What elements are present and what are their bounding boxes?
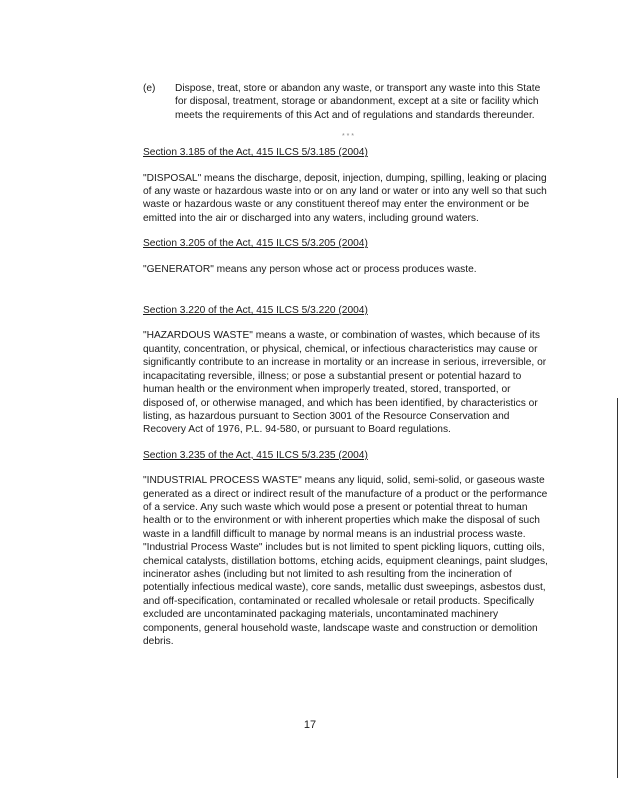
section-body-industrial-process-waste: "INDUSTRIAL PROCESS WASTE" means any liquid, solid, semi-solid, or gaseous waste generated as a direct or indirect result of the manufacture of a product or the performance of a service. Any such waste which would pose a present or potential threat to human health or to the environment or with inherent properties which make the disposal of such waste in a landfill difficult to manage by normal means is an industrial process waste. "Industrial Process Waste" includes but is not limited to spent pickling liquors, cutting oils, chemical catalysts, distillation bottoms, etching acids, equipment cleanings, paint sludges, incinerator ashes (including but not limited to ash resulting from the incineration of potentially infectious medical waste), core sands, metallic dust sweepings, asbestos dust, and off-specification, contaminated or recalled wholesale or retail products. Specifically excluded are uncontaminated packaging materials, uncontaminated machinery components, general household waste, landscape waste and construction or demolition debris. — [143, 475, 548, 647]
spacer — [143, 288, 553, 304]
list-item-marker: (e) — [143, 83, 156, 94]
document-body — [143, 82, 553, 660]
section-heading-industrial-process-waste: Section 3.235 of the Act, 415 ILCS 5/3.235 (2004) — [143, 449, 368, 461]
section-body-hazardous-waste: "HAZARDOUS WASTE" means a waste, or combination of wastes, which because of its quantity, concentration, or physical, chemical, or infectious characteristics may cause or significantly contribute to an increase in mortality or an increase in serious, irreversible, or incapacitating reversible, illness; or pose a substantial present or potential hazard to human health or the environment when improperly treated, stored, transported, or disposed of, or otherwise managed, and which has been identified, by characteristics or listing, as hazardous pursuant to Section 3001 of the Resource Conservation and Recovery Act of 1976, P.L. 94-580, or pursuant to Board regulations. — [143, 330, 547, 436]
section-heading-generator: Section 3.205 of the Act, 415 ILCS 5/3.205 (2004) — [143, 238, 368, 250]
section-heading-hazardous-waste: Section 3.220 of the Act, 415 ILCS 5/3.220 (2004) — [143, 305, 368, 317]
list-item-e — [143, 82, 553, 122]
section-body-generator: "GENERATOR" means any person whose act or process produces waste. — [143, 263, 477, 275]
faint-mark: * * * — [341, 133, 355, 141]
section-heading-disposal: Section 3.185 of the Act, 415 ILCS 5/3.185 (2004) — [143, 147, 368, 159]
list-item-text: Dispose, treat, store or abandon any waste, or transport any waste into this State for disposal, treatment, storage or abandonment, except at a site or facility which meets the requirements of this Act and of regulations and standards thereunder. — [175, 83, 541, 121]
section-body-disposal: "DISPOSAL" means the discharge, deposit, injection, dumping, spilling, leaking or placing of any waste or hazardous waste into or on any land or water or into any well so that such waste or hazardous waste or any constituent thereof may enter the environment or be emitted into the air or discharged into any waters, including ground waters. — [143, 172, 547, 224]
page-number: 17 — [303, 719, 317, 731]
